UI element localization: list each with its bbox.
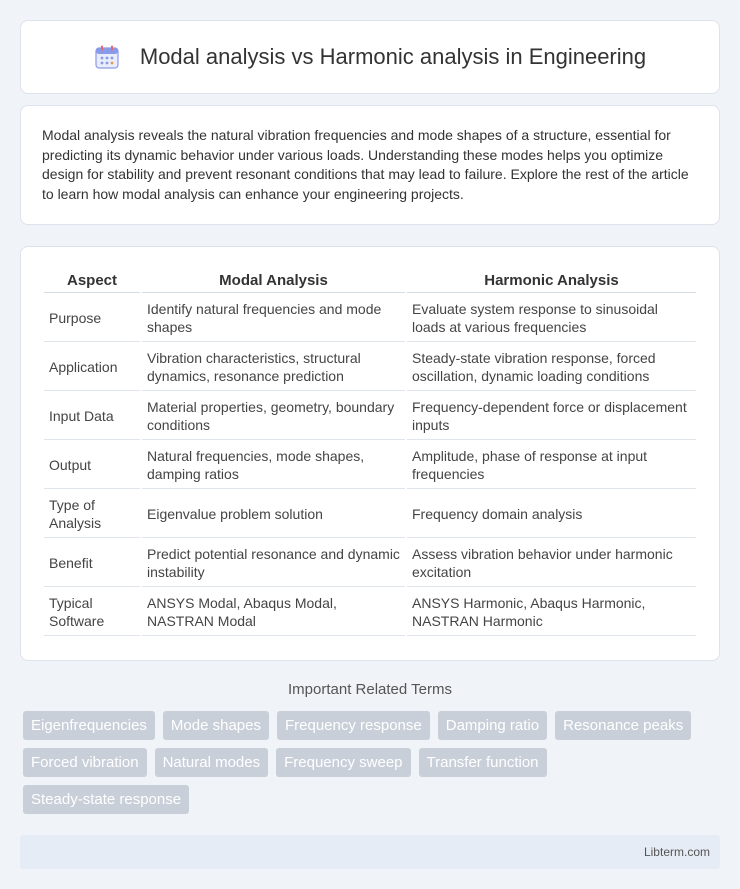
table-row (44, 589, 696, 636)
cell-harmonic: Frequency domain analysis (407, 491, 696, 538)
related-term-tag[interactable]: Resonance peaks (555, 711, 691, 740)
related-term-tag[interactable]: Damping ratio (438, 711, 547, 740)
cell-aspect: Output (44, 442, 140, 489)
page-title: Modal analysis vs Harmonic analysis in Engineering (139, 44, 647, 69)
related-term-tag[interactable]: Steady-state response (23, 785, 189, 814)
cell-modal: Material properties, geometry, boundary conditions (142, 393, 405, 440)
cell-aspect: Application (44, 344, 140, 391)
cell-modal: Identify natural frequencies and mode shapes (142, 295, 405, 342)
related-terms-list (21, 711, 720, 822)
page-header (20, 20, 720, 94)
related-term-tag[interactable]: Frequency response (277, 711, 430, 740)
cell-harmonic: ANSYS Harmonic, Abaqus Harmonic, NASTRAN Harmonic (407, 589, 696, 636)
related-term-tag[interactable]: Frequency sweep (276, 748, 410, 777)
intro-paragraph: Modal analysis reveals the natural vibration frequencies and mode shapes of a structure, essential for predicting its dynamic behavior under various loads. Understanding these modes helps you optimize design for stability and prevent resonant conditions that may lead to failure. Explore the rest of the article to learn how modal analysis can enhance your engineering projects. (20, 105, 720, 225)
table-header-row (44, 269, 696, 293)
related-terms-title: Important Related Terms (288, 681, 452, 698)
cell-harmonic: Evaluate system response to sinusoidal loads at various frequencies (407, 295, 696, 342)
cell-modal: Natural frequencies, mode shapes, damping ratios (142, 442, 405, 489)
related-term-tag[interactable]: Forced vibration (23, 748, 147, 777)
cell-modal: Eigenvalue problem solution (142, 491, 405, 538)
table-row (44, 393, 696, 440)
related-term-tag[interactable]: Eigenfrequencies (23, 711, 155, 740)
table-row (44, 540, 696, 587)
cell-harmonic: Assess vibration behavior under harmonic excitation (407, 540, 696, 587)
header-modal: Modal Analysis (142, 269, 405, 293)
cell-aspect: Input Data (44, 393, 140, 440)
cell-modal: Vibration characteristics, structural dynamics, resonance prediction (142, 344, 405, 391)
related-term-tag[interactable]: Transfer function (419, 748, 547, 777)
footer (20, 835, 720, 869)
table-row (44, 295, 696, 342)
header-aspect: Aspect (44, 269, 140, 293)
cell-aspect: Purpose (44, 295, 140, 342)
cell-aspect: Type of Analysis (44, 491, 140, 538)
footer-site-link[interactable]: Libterm.com (643, 845, 710, 859)
comparison-table (42, 267, 698, 638)
table-row (44, 344, 696, 391)
table-row (44, 491, 696, 538)
cell-harmonic: Frequency-dependent force or displacement inputs (407, 393, 696, 440)
cell-harmonic: Amplitude, phase of response at input frequencies (407, 442, 696, 489)
cell-modal: ANSYS Modal, Abaqus Modal, NASTRAN Modal (142, 589, 405, 636)
related-term-tag[interactable]: Mode shapes (163, 711, 269, 740)
comparison-table-card (20, 246, 720, 661)
related-term-tag[interactable]: Natural modes (155, 748, 269, 777)
cell-modal: Predict potential resonance and dynamic instability (142, 540, 405, 587)
table-row (44, 442, 696, 489)
header-harmonic: Harmonic Analysis (407, 269, 696, 293)
cell-harmonic: Steady-state vibration response, forced oscillation, dynamic loading conditions (407, 344, 696, 391)
cell-aspect: Benefit (44, 540, 140, 587)
calendar-icon (94, 44, 120, 70)
cell-aspect: Typical Software (44, 589, 140, 636)
